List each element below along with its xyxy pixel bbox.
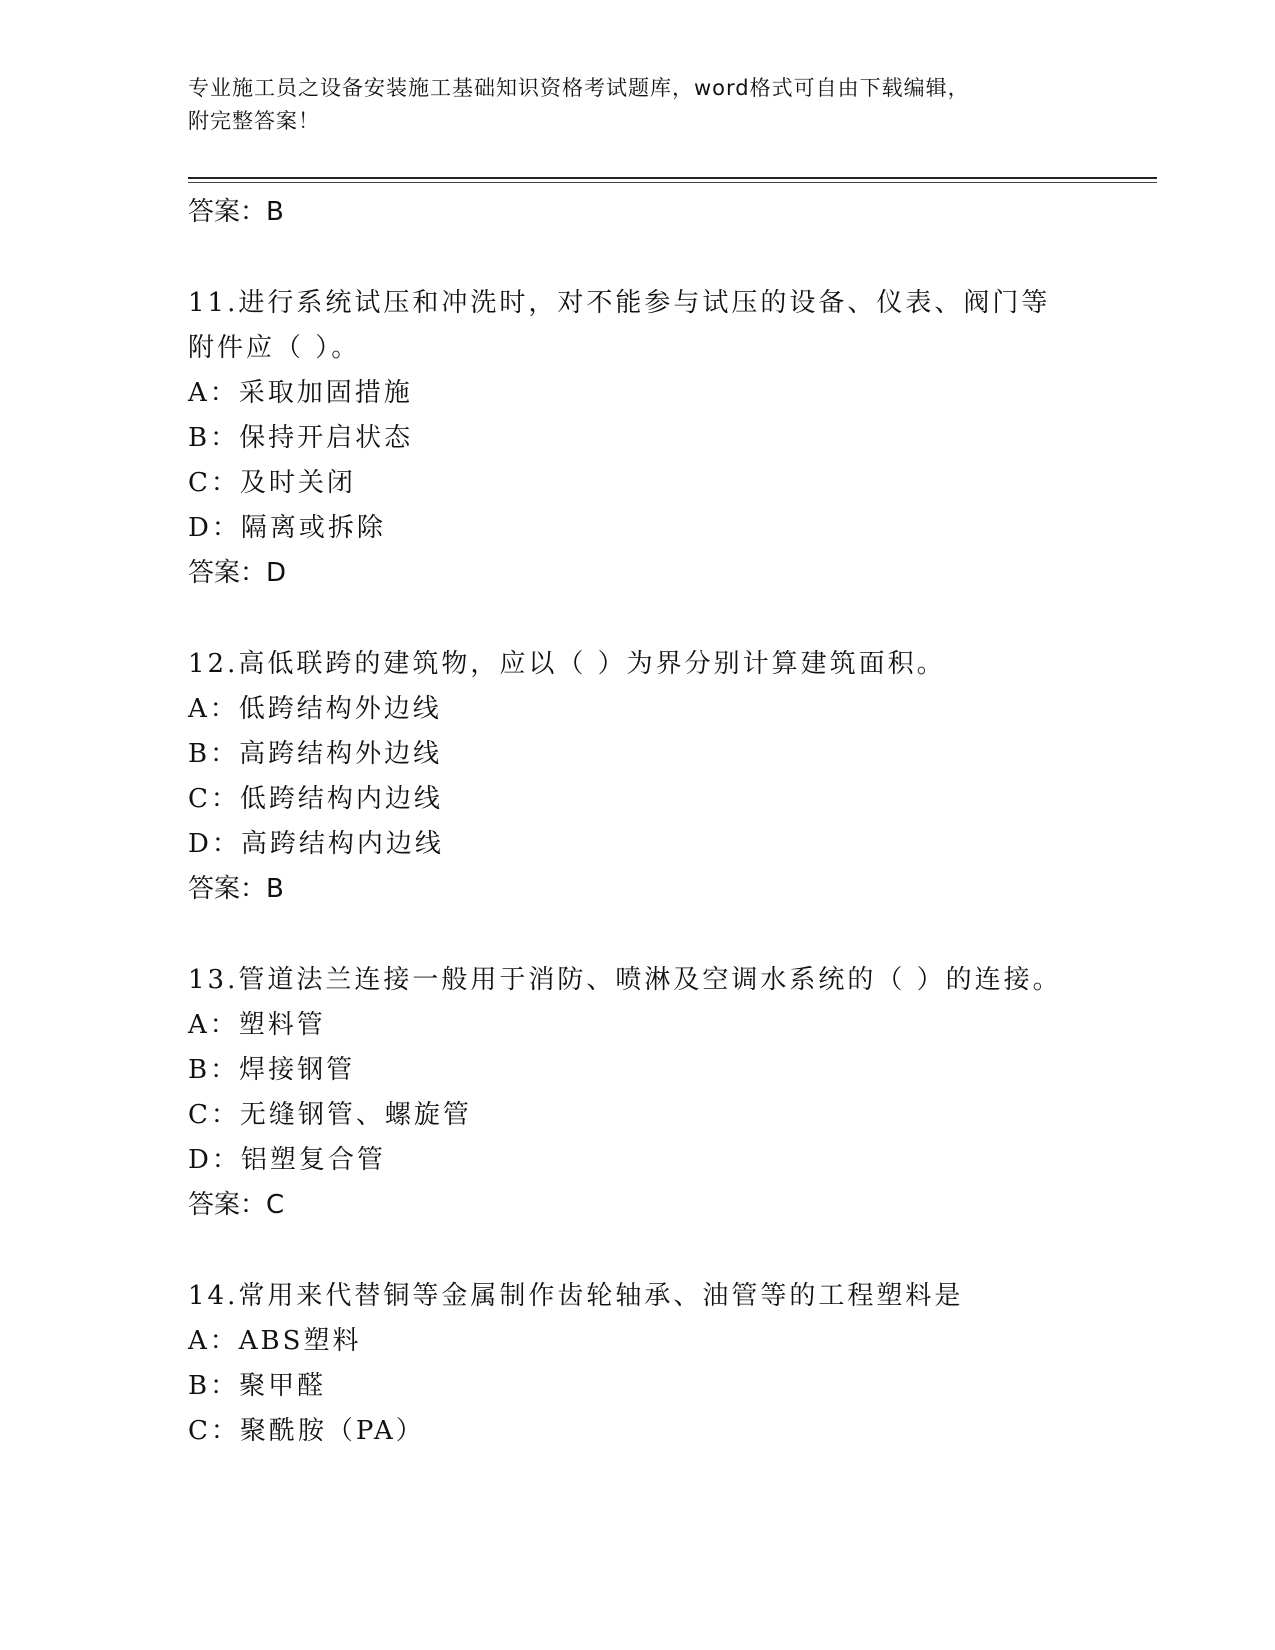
option-d: D：高跨结构内边线 bbox=[188, 829, 444, 859]
question-list bbox=[188, 190, 1088, 1454]
answer: 答案：D bbox=[188, 558, 287, 588]
header-divider-thin bbox=[188, 182, 1157, 183]
question-12 bbox=[188, 642, 1088, 912]
option-a: A：低跨结构外边线 bbox=[188, 694, 442, 724]
question-11 bbox=[188, 281, 1088, 596]
header-divider-thick bbox=[188, 177, 1157, 179]
option-c: C：聚酰胺（PA） bbox=[188, 1416, 425, 1446]
option-a: A：采取加固措施 bbox=[188, 378, 413, 408]
previous-answer: 答案：B bbox=[188, 197, 284, 227]
option-d: D：铝塑复合管 bbox=[188, 1145, 386, 1175]
header-line-1: 专业施工员之设备安装施工基础知识资格考试题库，word格式可自由下载编辑， bbox=[188, 76, 970, 100]
option-c: C：无缝钢管、螺旋管 bbox=[188, 1100, 472, 1130]
question-13 bbox=[188, 958, 1088, 1228]
question-stem: 11.进行系统试压和冲洗时，对不能参与试压的设备、仪表、阀门等附件应（ ）。 bbox=[188, 288, 1051, 363]
answer: 答案：C bbox=[188, 1190, 285, 1220]
option-c: C：低跨结构内边线 bbox=[188, 784, 443, 814]
question-14 bbox=[188, 1274, 1088, 1454]
option-a: A：塑料管 bbox=[188, 1010, 326, 1040]
answer: 答案：B bbox=[188, 874, 284, 904]
option-d: D：隔离或拆除 bbox=[188, 513, 386, 543]
option-b: B：聚甲醛 bbox=[188, 1371, 327, 1401]
option-b: B：高跨结构外边线 bbox=[188, 739, 443, 769]
option-b: B：焊接钢管 bbox=[188, 1055, 356, 1085]
option-a: A：ABS塑料 bbox=[188, 1326, 362, 1356]
option-c: C：及时关闭 bbox=[188, 468, 356, 498]
question-stem: 12.高低联跨的建筑物，应以（ ）为界分别计算建筑面积。 bbox=[188, 649, 946, 679]
option-b: B：保持开启状态 bbox=[188, 423, 414, 453]
document-header bbox=[188, 72, 1088, 138]
question-stem: 13.管道法兰连接一般用于消防、喷淋及空调水系统的（ ）的连接。 bbox=[188, 965, 1062, 995]
header-line-2: 附完整答案！ bbox=[188, 109, 320, 133]
question-stem: 14.常用来代替铜等金属制作齿轮轴承、油管等的工程塑料是 bbox=[188, 1281, 964, 1311]
